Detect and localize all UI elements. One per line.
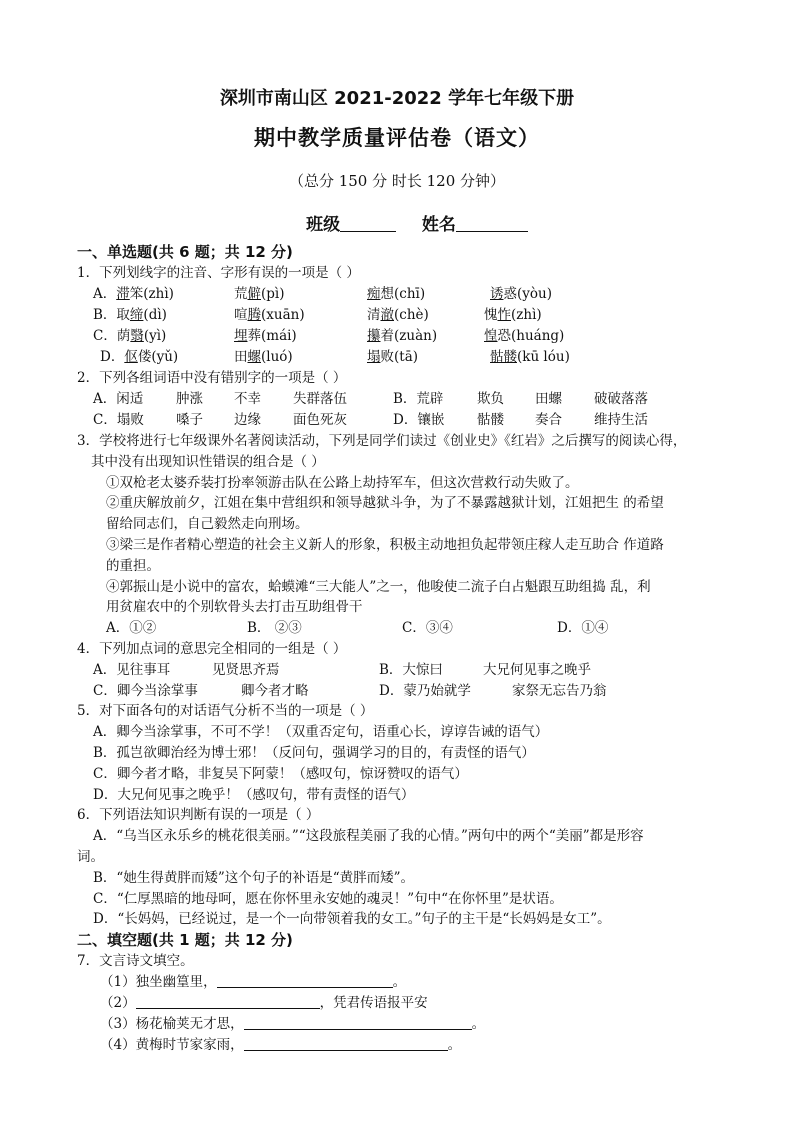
- q2-d-4: 维持生活: [594, 412, 648, 428]
- exam-title-line2: 期中教学质量评估卷（语文）: [254, 126, 540, 150]
- q2-d-1: D．镶嵌: [393, 412, 445, 428]
- q7-item-4: （4）黄梅时节家家雨， 。: [100, 1037, 462, 1053]
- q2-a-2: 肿涨: [176, 391, 203, 407]
- class-label: 班级: [306, 215, 341, 235]
- q6-option-line: C．“仁厚黑暗的地母呵，愿在你怀里永安她的魂灵！”句中“在你怀里”是状语。: [93, 891, 563, 907]
- q2-a-4: 失群落伍: [293, 391, 347, 407]
- q3-item-line: ①双枪老太婆乔装打扮率领游击队在公路上劫持军车，但这次营救行动失败了。: [106, 475, 579, 491]
- q1-stem: 1．下列划线字的注音、字形有误的一项是（ ）: [77, 265, 360, 281]
- q2-a-3: 不幸: [234, 391, 261, 407]
- q6-option-line: B．“她生得黄胖而矮”这个句子的补语是“黄胖而矮”。: [93, 870, 415, 886]
- q4-option-c2: 卿今者才略: [241, 683, 309, 699]
- q6-option-line: A．“乌当区永乐乡的桃花很美丽。”“这段旅程美丽了我的心情。”两句中的两个“美丽”都是形容: [93, 828, 644, 844]
- q2-c-3: 边缘: [234, 412, 261, 428]
- q4-option-d1: D．蒙乃始就学: [379, 683, 471, 699]
- q1-option-c1: C．荫翳(yì): [93, 328, 167, 344]
- q1-option-a2: 荒僻(pì): [234, 286, 285, 302]
- section2-heading: 二、填空题(共 1 题；共 12 分): [77, 931, 293, 949]
- q2-d-3: 奏合: [535, 412, 562, 428]
- q4-option-b2: 大兄何见事之晚乎: [483, 662, 591, 678]
- q1-option-c4: 惶恐(huáng): [484, 328, 565, 344]
- q6-option-line: D．“长妈妈，已经说过，是一个一向带领着我的女工。”句子的主干是“长妈妈是女工”。: [93, 911, 611, 927]
- q1-option-d2: 田螺(luó): [234, 349, 293, 365]
- q2-c-2: 嗓子: [176, 412, 203, 428]
- q1-option-c2: 埋葬(mái): [234, 328, 297, 344]
- q3-item-line: ③梁三是作者精心塑造的社会主义新人的形象，积极主动地担负起带领庄稼人走互助合 作道路: [106, 537, 664, 553]
- exam-subtitle: （总分 150 分 时长 120 分钟）: [288, 172, 506, 190]
- q3-item-line: ④郭振山是小说中的富农，蛤蟆滩“三大能人”之一，他唆使二流子白占魁跟互助组捣 乱，利: [106, 579, 651, 595]
- q3-stem-line1: 3．学校将进行七年级课外名著阅读活动，下列是同学们读过《创业史》《红岩》之后撰写的阅读心得，: [77, 433, 687, 449]
- q4-option-a1: A．见往事耳: [93, 662, 171, 678]
- q3-option-d: D．①④: [557, 620, 609, 636]
- q1-option-c3: 攥着(zuàn): [367, 328, 438, 344]
- q7-item-2: （2） ，凭君传语报平安: [100, 995, 428, 1011]
- q1-option-a4: 诱惑(yòu): [490, 286, 552, 302]
- q7-answer-blank-2[interactable]: [136, 994, 320, 1009]
- q3-item-line: ②重庆解放前夕，江姐在集中营组织和领导越狱斗争，为了不暴露越狱计划，江姐把生 的希望: [106, 495, 664, 511]
- q1-option-d1: D．伛偻(yǔ): [100, 349, 179, 365]
- section1-heading: 一、单选题(共 6 题；共 12 分): [77, 243, 293, 261]
- q2-d-2: 骷髅: [477, 412, 504, 428]
- q1-option-d3: 塌败(tā): [367, 349, 419, 365]
- q7-answer-blank-4[interactable]: [244, 1036, 448, 1051]
- q3-item-line: 用贫雇农中的个别软骨头去打击互助组骨干: [106, 599, 363, 615]
- name-field[interactable]: [456, 215, 528, 232]
- q7-stem: 7．文言诗文填空。: [77, 953, 194, 969]
- q5-option-c: C．卿今者才略，非复吴下阿蒙！（感叹句，惊讶赞叹的语气）: [93, 766, 468, 782]
- q3-item-line: 留给同志们，自己毅然走向刑场。: [106, 516, 309, 532]
- q2-a-1: A．闲适: [93, 391, 144, 407]
- q5-option-b: B．孤岂欲卿治经为博士邪！（反问句，强调学习的目的，有责怪的语气）: [93, 745, 535, 761]
- q1-option-a1: A．滞笨(zhì): [93, 286, 174, 302]
- q7-answer-blank-1[interactable]: [217, 973, 393, 988]
- q3-option-b: B． ②③: [247, 620, 302, 636]
- q4-option-d2: 家祭无忘告乃翁: [512, 683, 607, 699]
- q3-option-c: C．③④: [402, 620, 453, 636]
- q2-b-2: 欺负: [477, 391, 504, 407]
- student-info: [0, 210, 794, 235]
- q3-option-a: A．①②: [106, 620, 157, 636]
- q2-b-4: 破破落落: [594, 391, 648, 407]
- q1-option-a3: 痴想(chī): [367, 286, 426, 302]
- q7-answer-blank-3[interactable]: [244, 1015, 472, 1030]
- q5-option-a: A．卿今当涂掌事，不可不学！（双重否定句，语重心长，谆谆告诫的语气）: [93, 724, 549, 740]
- q3-stem-line2: 其中没有出现知识性错误的组合是（ ）: [91, 454, 325, 470]
- q1-option-d4: 骷髅(kū lóu): [490, 349, 570, 365]
- q1-option-b4: 愧怍(zhì): [484, 307, 542, 323]
- q2-c-1: C．塌败: [93, 412, 144, 428]
- q5-option-d: D．大兄何见事之晚乎！（感叹句，带有责怪的语气）: [93, 787, 415, 803]
- class-field[interactable]: [340, 215, 396, 232]
- q2-b-1: B．荒辟: [393, 391, 444, 407]
- exam-title-line1: 深圳市南山区 2021-2022 学年七年级下册: [219, 88, 575, 109]
- q3-item-line: 的重担。: [106, 558, 160, 574]
- q4-stem: 4．下列加点词的意思完全相同的一组是（ ）: [77, 641, 347, 657]
- q7-item-1: （1）独坐幽篁里， 。: [100, 974, 407, 990]
- q2-b-3: 田螺: [535, 391, 562, 407]
- q1-option-b2: 喧腾(xuān): [234, 307, 305, 323]
- q4-option-a2: 见贤思齐焉: [212, 662, 280, 678]
- name-label: 姓名: [421, 215, 456, 235]
- q5-stem: 5．对下面各句的对话语气分析不当的一项是（ ）: [77, 703, 374, 719]
- q7-item-3: （3）杨花榆荚无才思， 。: [100, 1016, 486, 1032]
- q4-option-c1: C．卿今当涂掌事: [93, 683, 198, 699]
- q4-option-b1: B．大惊曰: [379, 662, 443, 678]
- q6-stem: 6．下列语法知识判断有误的一项是（ ）: [77, 807, 320, 823]
- q6-option-line: 词。: [77, 849, 104, 865]
- q1-option-b3: 清澈(chè): [367, 307, 429, 323]
- q2-c-4: 面色死灰: [293, 412, 347, 428]
- q1-option-b1: B．取缔(dì): [93, 307, 167, 323]
- q2-stem: 2．下列各组词语中没有错别字的一项是（ ）: [77, 370, 347, 386]
